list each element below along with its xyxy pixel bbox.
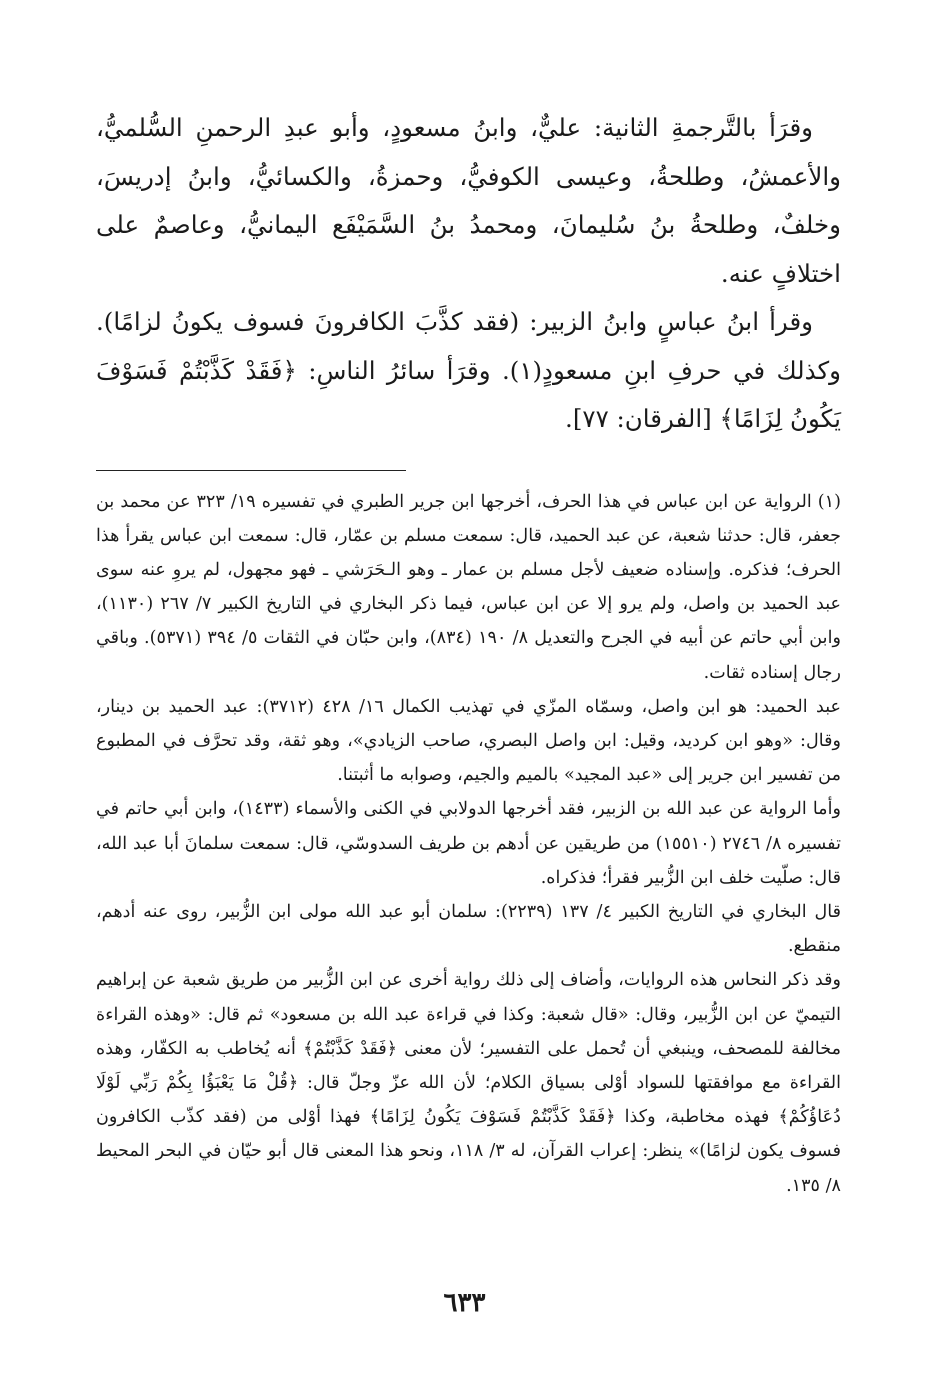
page-number: ٦٣٣ [443, 1288, 486, 1318]
main-paragraph-2: وقرأ ابنُ عباسٍ وابنُ الزبير: (فقد كذَّبَ الكافرونَ فسوف يكونُ لزامًا). وكذلك في حرفِ ابنِ مسعودٍ(١). وقرَأ سائرُ الناسِ: ﴿فَقَدْ كَذَّبْتُمْ فَسَوْفَ يَكُونُ لِزَامًا﴾ [الفرقان: ٧٧]. [96, 307, 842, 433]
main-paragraph-1: وقرَأ بالتَّرجمةِ الثانية: عليٌّ، وابنُ مسعودٍ، وأبو عبدِ الرحمنِ السُّلميُّ، والأعمشُ، وطلحةُ، وعيسى الكوفيُّ، وحمزةُ، والكسائيُّ، وابنُ إدريسَ، وخلفٌ، وطلحةُ بنُ سُليمانَ، ومحمدُ بنُ السَّمَيْفَع اليمانيُّ، وعاصمٌ على اختلافٍ عنه. [96, 113, 841, 288]
footnote-paragraph-2: عبد الحميد: هو ابن واصل، وسمّاه المزّي في تهذيب الكمال ١٦/ ٤٢٨ (٣٧١٢): عبد الحميد بن دينار، وقال: «وهو ابن كرديد، وقيل: ابن واصل البصري، صاحب الزيادي»، وهو ثقة، وقد تحرَّف في المطبوع من تفسير ابن جرير إلى «عبد المجيد» بالميم والجيم، وصوابه ما أثبتنا. [96, 696, 841, 786]
footnote-separator [96, 470, 406, 471]
footnote-paragraph-3: وأما الرواية عن عبد الله بن الزبير، فقد أخرجها الدولابي في الكنى والأسماء (١٤٣٣)، وابن أبي حاتم في تفسيره ٨/ ٢٧٤٦ (١٥٥١٠) من طريقين عن أدهم بن طريف السدوسّي، قال: سمعت سلمانَ أبا عبد الله، قال: صلّيت خلف ابن الزُّبير فقرأ؛ فذكراه. [96, 799, 841, 888]
page-body [96, 104, 841, 1203]
footnotes [96, 485, 841, 1203]
footnote-1: (١) الرواية عن ابن عباس في هذا الحرف، أخرجها ابن جرير الطبري في تفسيره ١٩/ ٣٢٣ عن محمد بن جعفر، قال: حدثنا شعبة، عن عبد الحميد، قال: سمعت مسلم بن عمّار، قال: سمعت ابن عباس يقرأ هذا الحرف؛ فذكره. وإسناده ضعيف لأجل مسلم بن عمار ـ وهو الـحَرَشي ـ فهو مجهول، لم يروِ عنه سوى عبد الحميد بن واصل، ولم يرو إلا عن ابن عباس، فيما ذكر البخاري في التاريخ الكبير ٧/ ٢٦٧ (١١٣٠)، وابن أبي حاتم عن أبيه في الجرح والتعديل ٨/ ١٩٠ (٨٣٤)، وابن حبّان في الثقات ٥/ ٣٩٤ (٥٣٧١). وباقي رجال إسناده ثقات. [96, 491, 842, 683]
footnote-paragraph-5: وقد ذكر النحاس هذه الروايات، وأضاف إلى ذلك رواية أخرى عن ابن الزُّبير من طريق شعبة عن إبراهيم التيميّ عن ابن الزُّبير، وقال: «قال شعبة: وكذا في قراءة عبد الله بن مسعود» ثم قال: «وهذه القراءة مخالفة للمصحف، وينبغي أن تُحمل على التفسير؛ لأن معنى ﴿فَقَدْ كَذَّبْتُمْ﴾ أنه يُخاطب به الكفّار، وهذه القراءة مع موافقتها للسواد أوْلى بسياق الكلام؛ لأن الله عزّ وجلّ قال: ﴿قُلْ مَا يَعْبَؤُا بِكُمْ رَبِّي لَوْلَا دُعَاؤُكُمْ﴾ فهذه مخاطبة، وكذا ﴿فَقَدْ كَذَّبْتُمْ فَسَوْفَ يَكُونُ لِزَامًا﴾ فهذا أوْلى من (فقد كذّب الكافرون فسوف يكون لزامًا)» ينظر: إعراب القرآن، له ٣/ ١١٨، ونحو هذا المعنى قال أبو حيّان في البحر المحيط ٨/ ١٣٥. [96, 970, 841, 1196]
footnote-paragraph-4: قال البخاري في التاريخ الكبير ٤/ ١٣٧ (٢٢٣٩): سلمان أبو عبد الله مولى ابن الزُّبير، روى عنه أدهم، منقطع. [96, 901, 842, 957]
main-text [96, 104, 841, 444]
footnote-separator-wrap [96, 444, 841, 485]
